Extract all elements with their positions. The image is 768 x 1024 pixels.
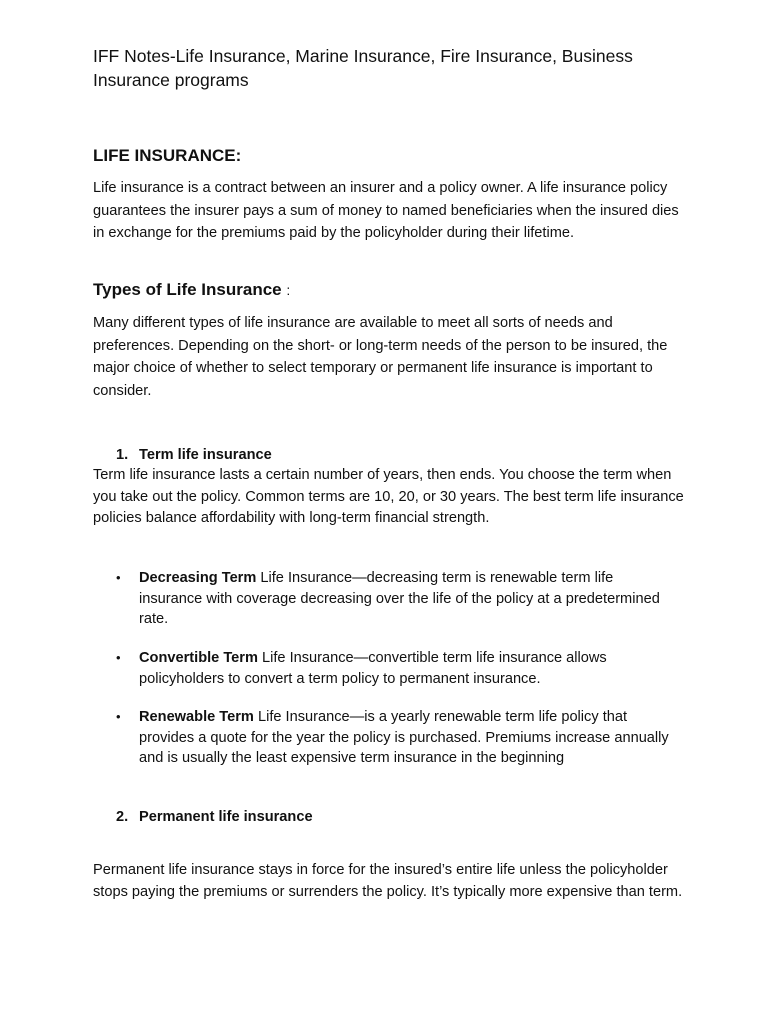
life-insurance-heading: LIFE INSURANCE: [93, 146, 242, 165]
bullet-convertible-term [139, 648, 679, 689]
bullet-marker: • [116, 650, 121, 665]
bullet-term: Convertible Term [139, 650, 258, 666]
types-heading-text: Types of Life Insurance [93, 280, 282, 299]
bullet-term: Renewable Term [139, 709, 254, 725]
bullet-marker: • [116, 570, 121, 585]
life-insurance-paragraph: Life insurance is a contract between an insurer and a policy owner. A life insurance policy guarantees the insurer pays a sum of money to named beneficiaries when the insured dies in exchange for the premiums paid by the policyholder during their lifetime. [93, 180, 679, 241]
bullet-text: Life Insurance—convertible term life insurance allows policyholders to convert a term policy to permanent insurance. [139, 650, 607, 687]
bullet-decreasing-term [139, 568, 679, 630]
bullet-renewable-term [139, 707, 679, 769]
list-number-1: 1. [116, 447, 129, 463]
bullet-text: Life Insurance—decreasing term is renewable term life insurance with coverage decreasing over the life of the policy at a predetermined rate. [139, 570, 660, 627]
term-life-heading: Term life insurance [139, 447, 272, 463]
types-heading [93, 279, 290, 301]
bullet-term: Decreasing Term [139, 570, 257, 586]
bullet-text: Life Insurance—is a yearly renewable term life policy that provides a quote for the year the policy is purchased. Premiums increase annually and is usually the least expensive term insurance in the beginning [139, 709, 669, 766]
permanent-life-heading: Permanent life insurance [139, 809, 313, 825]
document-title: IFF Notes-Life Insurance, Marine Insurance, Fire Insurance, Business Insurance programs [93, 46, 633, 90]
types-paragraph: Many different types of life insurance are available to meet all sorts of needs and preferences. Depending on the short- or long-term needs of the person to be insured, the major choice of whether to select temporary or permanent life insurance is important to consider. [93, 315, 668, 399]
list-number-2: 2. [116, 809, 129, 825]
bullet-marker: • [116, 709, 121, 724]
permanent-life-paragraph: Permanent life insurance stays in force for the insured’s entire life unless the policyholder stops paying the premiums or surrenders the policy. It’s typically more expensive than term. [93, 862, 683, 900]
types-heading-colon: : [286, 282, 291, 298]
term-life-paragraph: Term life insurance lasts a certain number of years, then ends. You choose the term when you take out the policy. Common terms are 10, 20, or 30 years. The best term life insurance policies balance affordability with long-term financial strength. [93, 467, 684, 526]
